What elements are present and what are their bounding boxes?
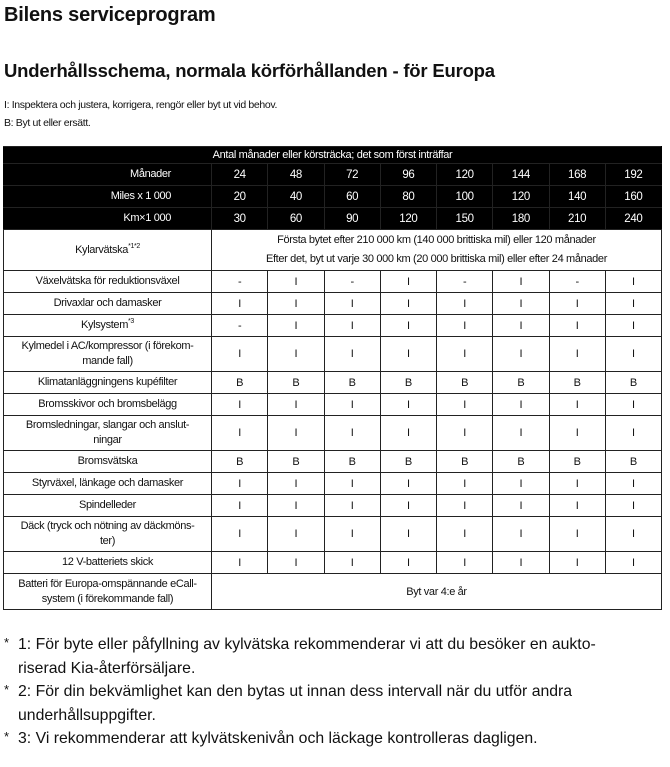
header-interval-cell: 168	[549, 164, 605, 186]
schedule-cell: I	[493, 495, 549, 517]
schedule-cell: B	[212, 372, 268, 394]
schedule-cell: I	[605, 473, 661, 495]
schedule-cell: B	[493, 451, 549, 473]
item-label-text: Växelvätska för reduktionsväxel	[35, 275, 180, 288]
schedule-cell: I	[605, 394, 661, 416]
schedule-cell: I	[605, 552, 661, 574]
item-label-text: Spindelleder	[79, 499, 136, 512]
table-row	[4, 473, 662, 495]
item-label	[4, 230, 212, 271]
schedule-cell: B	[437, 451, 493, 473]
header-interval-cell: 150	[437, 208, 493, 230]
schedule-cell: -	[212, 271, 268, 293]
schedule-cell: I	[380, 271, 436, 293]
header-interval-cell: 48	[268, 164, 324, 186]
footnote-line1: 3: Vi rekommenderar att kylvätskenivån och läckage kontrolleras dagligen.	[18, 730, 538, 747]
schedule-cell: I	[212, 552, 268, 574]
schedule-cell: B	[324, 372, 380, 394]
header-interval-cell: 180	[493, 208, 549, 230]
schedule-cell: I	[212, 495, 268, 517]
item-label	[4, 372, 212, 394]
legend-replace: B: Byt ut eller ersätt.	[4, 117, 91, 129]
schedule-cell: I	[605, 337, 661, 372]
schedule-cell: I	[380, 394, 436, 416]
schedule-cell: I	[268, 416, 324, 451]
schedule-cell: B	[380, 451, 436, 473]
schedule-cell: I	[493, 394, 549, 416]
header-interval-cell: 72	[324, 164, 380, 186]
schedule-cell: I	[605, 271, 661, 293]
schedule-cell: I	[212, 337, 268, 372]
schedule-cell: I	[324, 293, 380, 315]
header-interval-cell: 90	[324, 208, 380, 230]
schedule-cell: B	[549, 451, 605, 473]
schedule-cell: I	[324, 337, 380, 372]
table-row	[4, 293, 662, 315]
table-row	[4, 517, 662, 552]
item-label-text: Kylarvätska	[75, 243, 129, 256]
schedule-cell: -	[549, 271, 605, 293]
item-label	[4, 473, 212, 495]
schedule-cell: I	[324, 394, 380, 416]
header-interval-cell: 96	[380, 164, 436, 186]
coolant-interval-text	[212, 230, 662, 271]
header-row	[4, 186, 662, 208]
schedule-cell: I	[268, 271, 324, 293]
schedule-cell: B	[605, 451, 661, 473]
header-interval-cell: 144	[493, 164, 549, 186]
item-label-text: Drivaxlar och damasker	[53, 297, 162, 310]
schedule-cell: I	[493, 315, 549, 337]
item-label-text: Bromsskivor och bromsbelägg	[38, 398, 177, 411]
header-interval-cell: 240	[605, 208, 661, 230]
table-row	[4, 271, 662, 293]
schedule-cell: I	[437, 337, 493, 372]
schedule-cell: I	[549, 473, 605, 495]
schedule-cell: I	[605, 293, 661, 315]
schedule-cell: -	[437, 271, 493, 293]
schedule-cell: I	[268, 495, 324, 517]
schedule-cell: I	[380, 517, 436, 552]
item-label-text: Klimatanläggningens kupéfilter	[37, 376, 178, 389]
header-interval-cell: 30	[212, 208, 268, 230]
schedule-cell: I	[493, 293, 549, 315]
table-row	[4, 230, 662, 271]
schedule-cell: I	[605, 517, 661, 552]
footnote-asterisk: *	[4, 682, 10, 697]
schedule-cell: B	[437, 372, 493, 394]
schedule-cell: B	[549, 372, 605, 394]
schedule-cell: I	[380, 315, 436, 337]
table-row	[4, 574, 662, 610]
schedule-cell: I	[324, 416, 380, 451]
table-row	[4, 416, 662, 451]
footnote-asterisk: *	[4, 729, 10, 744]
schedule-cell: I	[437, 552, 493, 574]
schedule-cell: I	[268, 293, 324, 315]
header-interval-cell: 80	[380, 186, 436, 208]
footnote	[4, 727, 596, 751]
schedule-cell: I	[268, 517, 324, 552]
schedule-cell: I	[549, 315, 605, 337]
item-label	[4, 293, 212, 315]
header-interval-cell: 210	[549, 208, 605, 230]
footnotes	[4, 633, 596, 751]
schedule-cell: I	[493, 416, 549, 451]
header-interval-cell: 40	[268, 186, 324, 208]
footnote-line1: 1: För byte eller påfyllning av kylvätska rekommenderar vi att du besöker en aukto-	[18, 636, 596, 653]
item-label	[4, 315, 212, 337]
footnote	[4, 680, 596, 727]
schedule-cell: I	[437, 315, 493, 337]
schedule-cell: I	[268, 473, 324, 495]
item-label-text: 12 V-batteriets skick	[61, 556, 154, 569]
footnote-line2: riserad Kia-återförsäljare.	[18, 659, 196, 677]
table-row	[4, 337, 662, 372]
item-label	[4, 451, 212, 473]
header-interval-cell: 160	[605, 186, 661, 208]
schedule-cell: I	[324, 495, 380, 517]
header-interval-cell: 60	[268, 208, 324, 230]
schedule-cell: I	[549, 293, 605, 315]
schedule-cell: B	[324, 451, 380, 473]
schedule-cell: I	[493, 337, 549, 372]
schedule-cell: I	[437, 517, 493, 552]
legend-inspect: I: Inspektera och justera, korrigera, rengör eller byt ut vid behov.	[4, 99, 278, 111]
table-row	[4, 451, 662, 473]
item-label	[4, 495, 212, 517]
schedule-cell: I	[380, 495, 436, 517]
schedule-cell: I	[437, 473, 493, 495]
header-interval-cell: 100	[437, 186, 493, 208]
table-row	[4, 315, 662, 337]
item-label-line2: system (i förekommande fall)	[41, 592, 174, 605]
table-caption: Antal månader eller körsträcka; det som först inträffar	[4, 147, 662, 164]
schedule-cell: -	[212, 315, 268, 337]
schedule-cell: I	[549, 416, 605, 451]
footnote-line1: 2: För din bekvämlighet kan den bytas ut innan dess intervall när du utför andra	[18, 683, 573, 700]
item-label-text: Bromsvätska	[77, 455, 138, 468]
maintenance-schedule-table	[3, 146, 662, 610]
schedule-cell: I	[268, 337, 324, 372]
page-title: Bilens serviceprogram	[4, 4, 216, 26]
schedule-cell: I	[212, 293, 268, 315]
schedule-cell: I	[549, 337, 605, 372]
schedule-cell: I	[493, 473, 549, 495]
footnote-ref: *1*2	[128, 242, 140, 250]
schedule-cell: I	[380, 473, 436, 495]
schedule-cell: I	[380, 337, 436, 372]
schedule-cell: I	[324, 517, 380, 552]
item-label	[4, 394, 212, 416]
schedule-cell: B	[268, 451, 324, 473]
schedule-cell: I	[549, 394, 605, 416]
coolant-first-change: Första bytet efter 210 000 km (140 000 brittiska mil) eller 120 månader	[277, 234, 596, 246]
item-label-line2: ningar	[93, 434, 122, 446]
item-label-text: Kylsystem	[81, 319, 129, 332]
header-row	[4, 208, 662, 230]
item-label	[4, 574, 212, 610]
schedule-cell: B	[493, 372, 549, 394]
schedule-cell: I	[437, 495, 493, 517]
schedule-cell: I	[268, 394, 324, 416]
header-row-label: Km×1 000	[4, 208, 212, 230]
schedule-cell: I	[493, 271, 549, 293]
schedule-cell: I	[437, 293, 493, 315]
header-row-label: Månader	[4, 164, 212, 186]
schedule-cell: I	[324, 552, 380, 574]
schedule-cell: I	[380, 416, 436, 451]
schedule-cell: I	[549, 517, 605, 552]
ecall-interval: Byt var 4:e år	[212, 574, 662, 610]
schedule-cell: I	[324, 315, 380, 337]
header-interval-cell: 192	[605, 164, 661, 186]
schedule-cell: I	[493, 552, 549, 574]
schedule-cell: I	[437, 394, 493, 416]
schedule-cell: B	[605, 372, 661, 394]
schedule-cell: -	[324, 271, 380, 293]
header-interval-cell: 120	[493, 186, 549, 208]
schedule-cell: I	[605, 315, 661, 337]
table-row	[4, 372, 662, 394]
schedule-cell: I	[212, 394, 268, 416]
footnote-line2: underhållsuppgifter.	[18, 706, 156, 724]
schedule-cell: I	[212, 416, 268, 451]
header-row	[4, 164, 662, 186]
table-row	[4, 552, 662, 574]
item-label	[4, 271, 212, 293]
header-interval-cell: 120	[437, 164, 493, 186]
item-label-line1: Bromsledningar, slangar och anslut-	[25, 419, 190, 432]
schedule-cell: I	[268, 552, 324, 574]
header-interval-cell: 140	[549, 186, 605, 208]
item-label	[4, 416, 212, 451]
schedule-cell: B	[268, 372, 324, 394]
item-label	[4, 517, 212, 552]
footnote-asterisk: *	[4, 635, 10, 650]
item-label	[4, 552, 212, 574]
item-label-line1: Batteri för Europa-omspännande eCall-	[18, 577, 197, 590]
schedule-cell: I	[212, 473, 268, 495]
item-label-text: Styrväxel, länkage och damasker	[31, 477, 184, 490]
table-caption-row	[4, 147, 662, 164]
item-label-line1: Kylmedel i AC/kompressor (i förekom-	[21, 340, 194, 353]
coolant-subsequent-change: Efter det, byt ut varje 30 000 km (20 000 brittiska mil) eller efter 24 månader	[265, 253, 608, 265]
table-row	[4, 394, 662, 416]
item-label-line2: ter)	[99, 535, 116, 547]
schedule-cell: I	[212, 517, 268, 552]
schedule-cell: B	[212, 451, 268, 473]
table-row	[4, 495, 662, 517]
schedule-cell: I	[324, 473, 380, 495]
schedule-cell: I	[549, 552, 605, 574]
schedule-cell: I	[380, 552, 436, 574]
header-interval-cell: 120	[380, 208, 436, 230]
section-subtitle: Underhållsschema, normala körförhållanden - för Europa	[4, 60, 495, 81]
footnote-ref: *3	[128, 318, 134, 326]
schedule-cell: I	[549, 495, 605, 517]
schedule-cell: I	[380, 293, 436, 315]
schedule-cell: I	[437, 416, 493, 451]
schedule-cell: B	[380, 372, 436, 394]
schedule-cell: I	[605, 495, 661, 517]
header-interval-cell: 20	[212, 186, 268, 208]
header-interval-cell: 60	[324, 186, 380, 208]
item-label-line1: Däck (tryck och nötning av däckmöns-	[20, 520, 195, 533]
schedule-cell: I	[605, 416, 661, 451]
header-row-label: Miles x 1 000	[4, 186, 212, 208]
schedule-cell: I	[268, 315, 324, 337]
footnote	[4, 633, 596, 680]
item-label	[4, 337, 212, 372]
schedule-cell: I	[493, 517, 549, 552]
item-label-line2: mande fall)	[82, 355, 133, 367]
header-interval-cell: 24	[212, 164, 268, 186]
